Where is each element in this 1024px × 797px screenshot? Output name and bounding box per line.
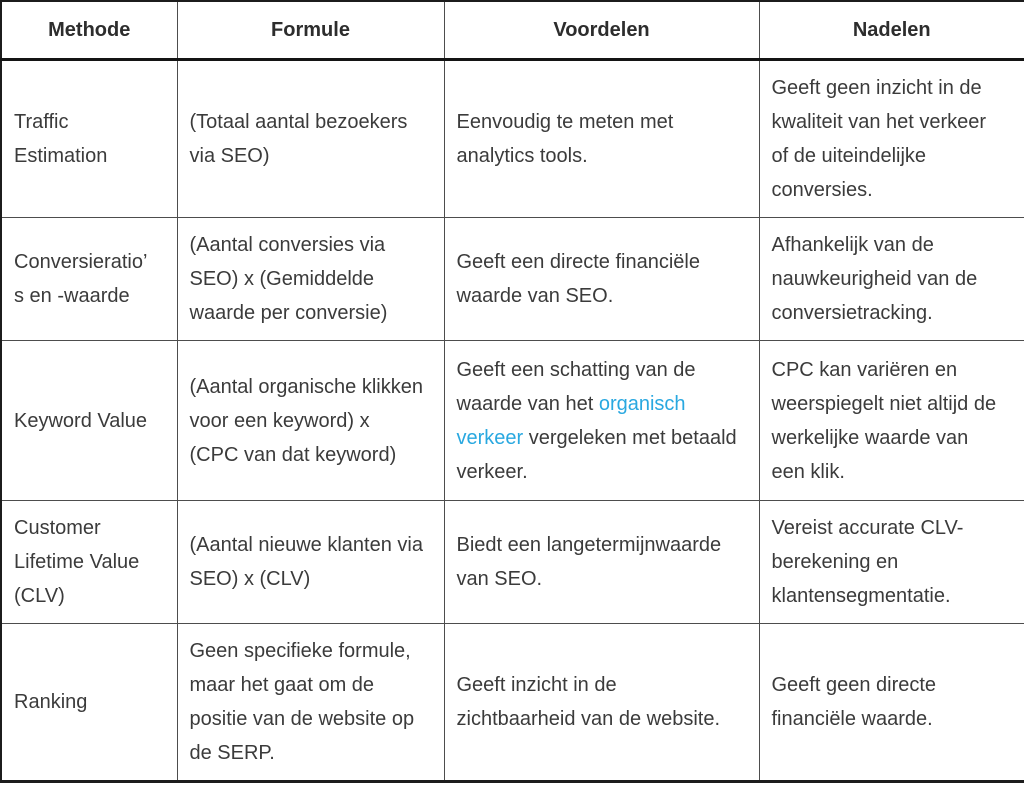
- formule-cell: (Aantal conversies via SEO) x (Gemiddelde waarde per conversie): [177, 218, 444, 341]
- formule-cell: (Totaal aantal bezoekers via SEO): [177, 60, 444, 218]
- formule-cell: Geen specifieke formule, maar het gaat om de positie van de website op de SERP.: [177, 624, 444, 782]
- table-row-conversieratio: [1, 218, 1024, 341]
- header-row: [1, 1, 1024, 60]
- table-row-keyword-value: [1, 341, 1024, 501]
- column-header-nadelen: Nadelen: [759, 1, 1024, 60]
- formule-cell: (Aantal organische klikken voor een keyword) x (CPC van dat keyword): [177, 341, 444, 501]
- organisch-verkeer-link[interactable]: organisch verkeer: [456, 392, 686, 449]
- nadelen-cell: Afhankelijk van de nauwkeurigheid van de conversietracking.: [759, 218, 1024, 341]
- voordelen-cell: [444, 341, 759, 501]
- methode-cell: Traffic Estimation: [1, 60, 177, 218]
- voordelen-text-before: Geeft een schatting van de waarde van het: [456, 358, 696, 415]
- nadelen-cell: Vereist accurate CLV-berekening en klantensegmentatie.: [759, 501, 1024, 624]
- nadelen-cell: CPC kan variëren en weerspiegelt niet altijd de werkelijke waarde van een klik.: [759, 341, 1024, 501]
- methode-cell: Conversieratio’s en -waarde: [1, 218, 177, 341]
- voordelen-cell: Biedt een langetermijnwaarde van SEO.: [444, 501, 759, 624]
- voordelen-cell: Geeft een directe financiële waarde van SEO.: [444, 218, 759, 341]
- methode-cell: Ranking: [1, 624, 177, 782]
- voordelen-cell: Geeft inzicht in de zichtbaarheid van de website.: [444, 624, 759, 782]
- column-header-voordelen: Voordelen: [444, 1, 759, 60]
- nadelen-cell: Geeft geen directe financiële waarde.: [759, 624, 1024, 782]
- methode-cell: Customer Lifetime Value (CLV): [1, 501, 177, 624]
- column-header-methode: Methode: [1, 1, 177, 60]
- voordelen-cell: Eenvoudig te meten met analytics tools.: [444, 60, 759, 218]
- table-header: [1, 1, 1024, 60]
- methode-cell: Keyword Value: [1, 341, 177, 501]
- nadelen-cell: Geeft geen inzicht in de kwaliteit van het verkeer of de uiteindelijke conversies.: [759, 60, 1024, 218]
- table-row-traffic-estimation: [1, 60, 1024, 218]
- table-row-clv: [1, 501, 1024, 624]
- column-header-formule: Formule: [177, 1, 444, 60]
- voordelen-text-after: vergeleken met betaald verkeer.: [456, 426, 737, 483]
- table-body: [1, 60, 1024, 782]
- formule-cell: (Aantal nieuwe klanten via SEO) x (CLV): [177, 501, 444, 624]
- table-row-ranking: [1, 624, 1024, 782]
